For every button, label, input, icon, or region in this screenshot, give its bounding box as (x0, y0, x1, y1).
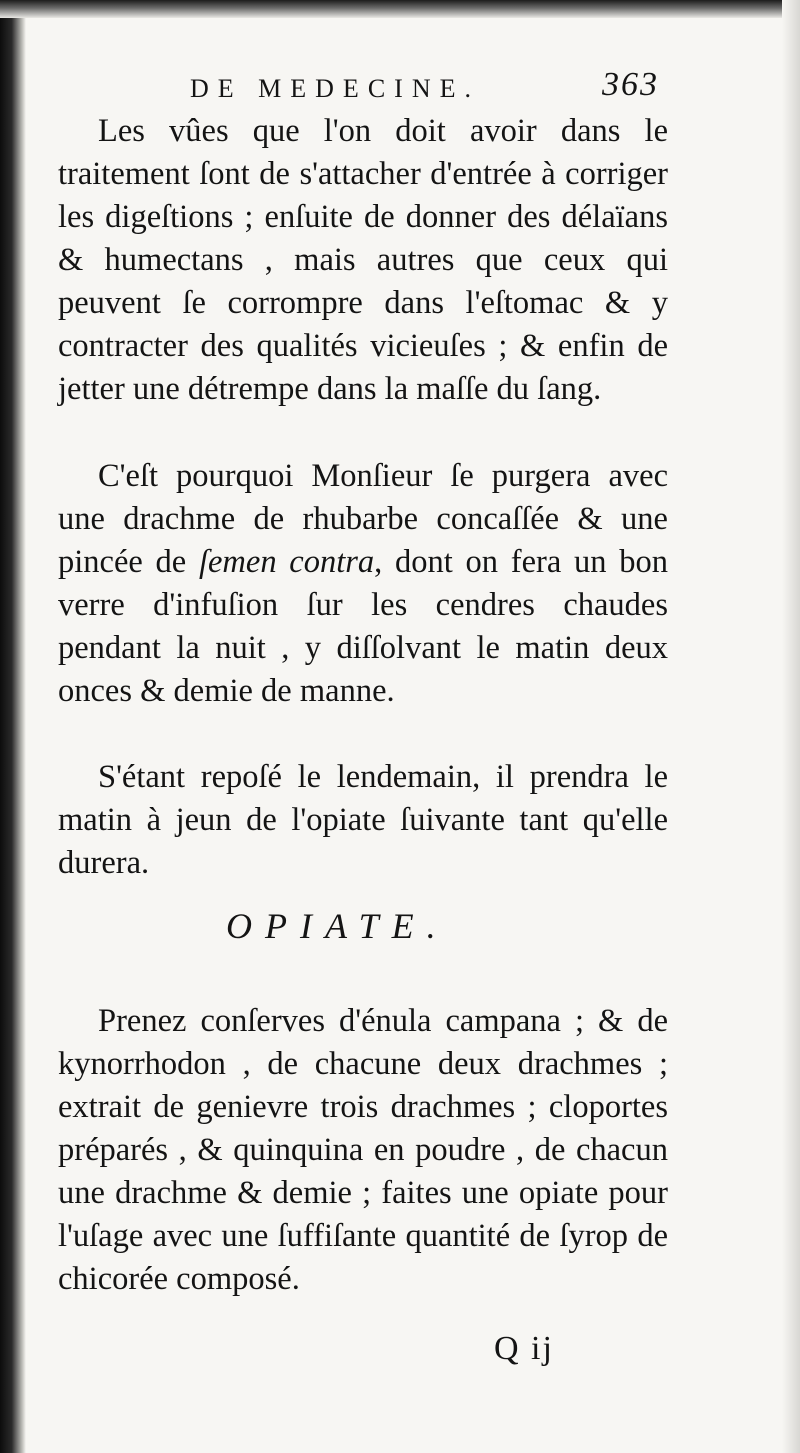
paragraph-2-part-2: , dont on fera un bon verre d'infuſion ſur les cendres chaudes pendant la nuit , y diſſolvant le matin deux onces & demie de manne. (58, 544, 669, 709)
paragraph-3-text: S'étant repoſé le lendemain, il prendra le matin à jeun de l'opiate ſuivante tant qu'elle durera. (58, 759, 668, 881)
paragraph-4-text: Prenez conſerves d'énula campana ; & de kynorrhodon , de chacune deux drachmes ; extrait de genievre trois drachmes ; cloportes préparés , & quinquina en poudre , de chacun une drachme & demie ; faites une opiate pour l'uſage avec une ſuffiſante quantité de ſyrop de chicorée composé. (58, 1003, 668, 1297)
signature-mark: Q ij (494, 1330, 554, 1367)
page-number: 363 (602, 66, 659, 103)
paragraph-2-text (58, 455, 668, 713)
paragraph-2-part-1: C'eſt pourquoi Monſieur ſe purgera avec une drachme de rhubarbe concaſſée & une pincée de (58, 458, 668, 580)
binding-shadow (0, 0, 26, 1453)
paragraph-recipe (58, 1000, 668, 1301)
paragraph-next-day (58, 756, 668, 885)
paragraph-purge (58, 455, 668, 713)
top-page-edge (0, 0, 800, 18)
opiate-heading: OPIATE. (226, 906, 449, 946)
semen-contra-term: ſemen contra (198, 544, 375, 580)
paragraph-1-text: Les vûes que l'on doit avoir dans le traitement ſont de s'attacher d'entrée à corriger les digeſtions ; enſuite de donner des délaïans & humectans , mais autres que ceux qui peuvent ſe corrompre dans l'eſtomac & y contracter des qualités vicieuſes ; & enfin de jetter une détrempe dans la maſſe du ſang. (58, 113, 668, 407)
running-head: DE MEDECINE. (190, 74, 480, 103)
paragraph-treatment-aims (58, 110, 668, 411)
right-page-edge (782, 0, 800, 1453)
